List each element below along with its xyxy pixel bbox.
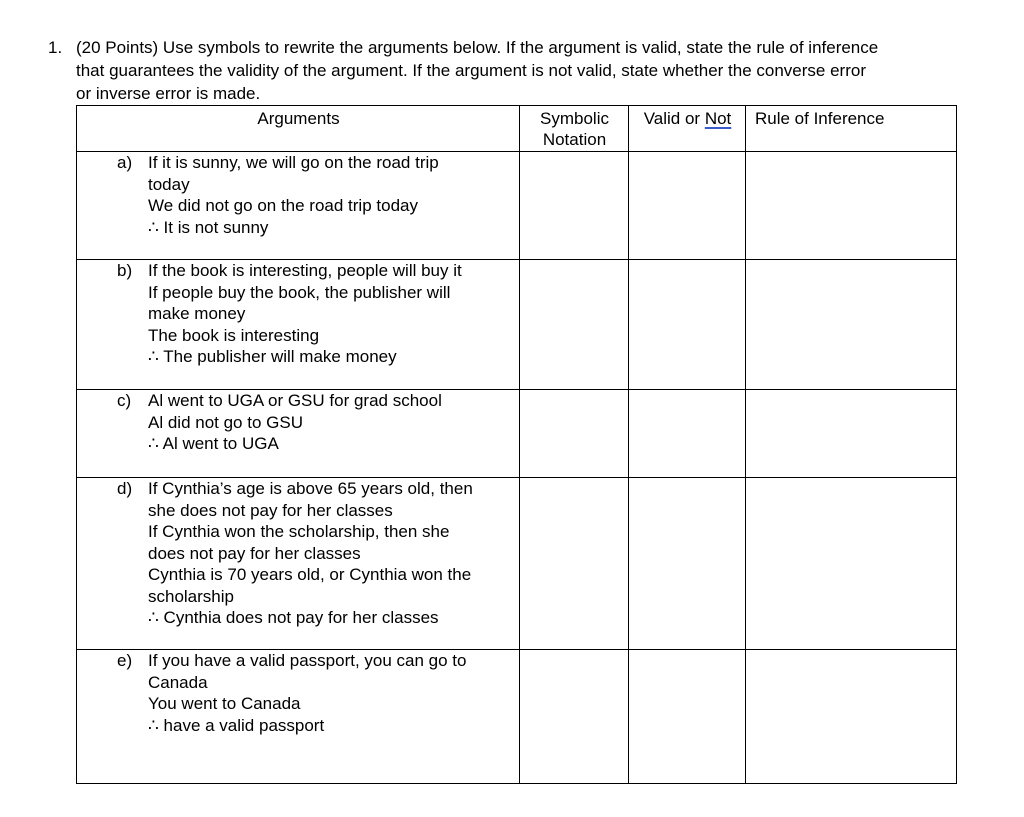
argument-lines [148,260,518,368]
header-rule-of-inference: Rule of Inference [755,109,885,128]
header-symbolic-line: Symbolic [540,109,609,128]
argument-line: If people buy the book, the publisher will [148,282,451,302]
question-text [76,36,976,105]
column-divider [628,106,629,783]
header-symbolic-notation [520,108,629,150]
argument-line: does not pay for her classes [148,543,361,563]
argument-line: Al did not go to GSU [148,412,303,432]
argument-letter: a) [117,153,133,172]
argument-line: Canada [148,672,208,692]
argument-line: Al went to UGA or GSU for grad school [148,391,442,410]
argument-line: If the book is interesting, people will buy it [148,261,462,280]
question-text-line: or inverse error is made. [76,84,261,103]
column-divider [519,106,520,783]
argument-lines [148,650,518,736]
argument-line: If Cynthia’s age is above 65 years old, then [148,479,473,498]
argument-line: If it is sunny, we will go on the road trip [148,153,439,172]
argument-conclusion: ∴ It is not sunny [148,217,269,237]
argument-line: The book is interesting [148,325,320,345]
argument-conclusion: ∴ The publisher will make money [148,347,397,366]
argument-line: If Cynthia won the scholarship, then she [148,522,450,541]
header-valid-or-not [629,108,746,129]
header-valid-prefix: Valid or [643,109,705,128]
argument-line: scholarship [148,586,234,606]
argument-lines [148,390,518,455]
argument-lines [148,478,518,629]
argument-letter: e) [117,651,133,670]
argument-conclusion: ∴ have a valid passport [148,715,325,735]
argument-lines [148,152,518,238]
column-divider [745,106,746,783]
argument-conclusion: ∴ Cynthia does not pay for her classes [148,608,439,627]
header-arguments: Arguments [257,109,340,128]
question-number: 1. [48,38,63,57]
argument-letter: d) [117,479,133,498]
argument-letter: b) [117,261,133,280]
header-valid-not: Not [704,109,732,128]
argument-line: today [148,174,190,194]
argument-line: Cynthia is 70 years old, or Cynthia won the [148,565,472,584]
argument-line: You went to Canada [148,694,301,713]
argument-line: make money [148,304,246,323]
argument-line: If you have a valid passport, you can go to [148,651,467,670]
argument-line: We did not go on the road trip today [148,196,418,215]
header-symbolic-line: Notation [542,130,607,149]
argument-line: she does not pay for her classes [148,500,393,520]
argument-letter: c) [117,391,132,410]
question-text-line: (20 Points) Use symbols to rewrite the arguments below. If the argument is valid, state the rule of inference [76,38,879,57]
argument-conclusion: ∴ Al went to UGA [148,434,279,453]
question-text-line: that guarantees the validity of the argument. If the argument is not valid, state whether the converse error [76,61,866,80]
arguments-table [76,105,957,784]
